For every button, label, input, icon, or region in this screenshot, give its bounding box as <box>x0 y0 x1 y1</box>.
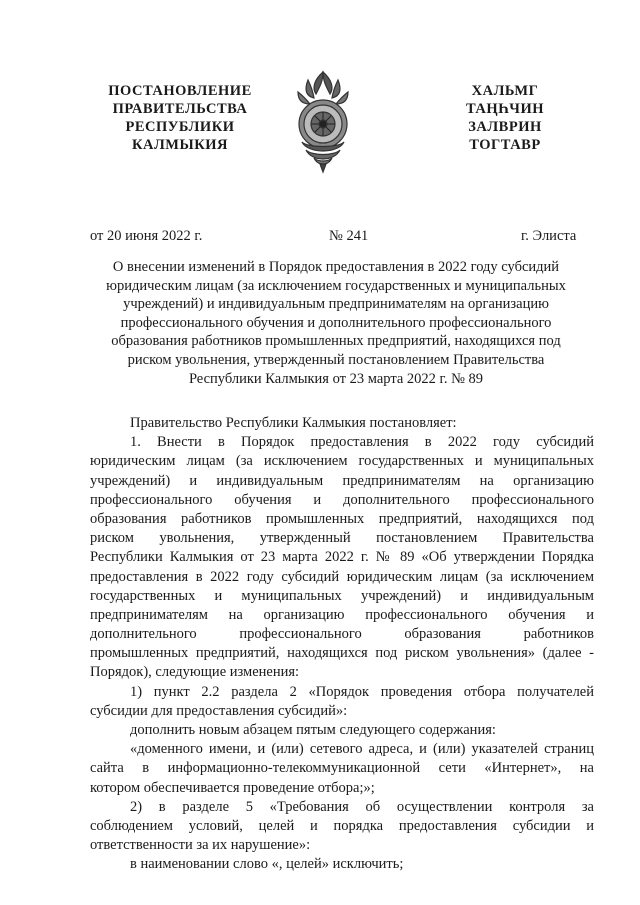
body-line: Правительство Республики Калмыкия постановляет: <box>130 415 457 431</box>
body-line: «доменного имени, и (или) сетевого адреса, и (или) указателей страниц <box>130 741 594 758</box>
body-line: предпринимателям на организацию профессионального обучения и <box>90 606 594 623</box>
header-left-line: РЕСПУБЛИКИ <box>125 119 235 135</box>
body-line: 1) пункт 2.2 раздела 2 «Порядок проведения отбора получателей <box>130 683 594 700</box>
body-line: дополнительного профессионального образования работников <box>90 626 594 643</box>
document-city: г. Элиста <box>521 228 577 244</box>
body-line: дополнить новым абзацем пятым следующего содержания: <box>130 722 496 738</box>
document-title <box>86 258 586 388</box>
title-line: О внесении изменений в Порядок предоставления в 2022 году субсидий <box>112 259 560 275</box>
body-line: Республики Калмыкия от 23 марта 2022 г. № 89 «Об утверждении Порядка <box>90 549 594 566</box>
body-line: профессионального обучения и дополнительного профессионального <box>90 491 594 508</box>
title-line: образования работников промышленных предприятий, находящихся под <box>111 333 561 350</box>
title-line: юридическим лицам (за исключением государственных и муниципальных <box>106 277 566 294</box>
body-line: ответственности за их нарушение»: <box>90 837 311 854</box>
header-right-line: ХАЛЬМГ <box>471 83 539 99</box>
header-left-title <box>95 82 265 154</box>
body-line: юридическим лицам (за исключением государственных и муниципальных <box>90 453 594 470</box>
title-line: Республики Калмыкия от 23 марта 2022 г. № 89 <box>188 370 484 387</box>
body-line: риском увольнения, утвержденный постановлением Правительства <box>90 530 594 547</box>
document-body <box>90 414 594 875</box>
header-left-line: ПРАВИТЕЛЬСТВА <box>112 101 248 117</box>
body-line: котором обеспечивается проведение отбора;»; <box>90 779 375 796</box>
body-line: образования работников промышленных предприятий, находящихся под <box>90 510 594 527</box>
body-line: соблюдением условий, целей и порядка предоставления субсидии и <box>90 817 594 834</box>
header-left-line: ПОСТАНОВЛЕНИЕ <box>108 83 252 99</box>
body-line: учреждений) и индивидуальным предпринимателям на организацию <box>90 472 594 489</box>
header-right-line: ТАҢҺЧИН <box>465 101 545 117</box>
title-line: риском увольнения, утвержденный постановлением Правительства <box>127 351 545 368</box>
body-line: 2) в разделе 5 «Требования об осуществлении контроля за <box>130 798 594 815</box>
header-right-line: ЗАЛВРИН <box>468 119 542 135</box>
body-line: в наименовании слово «, целей» исключить; <box>130 856 404 873</box>
body-line: 1. Внести в Порядок предоставления в 2022 году субсидий <box>130 434 594 451</box>
body-line: предоставления в 2022 году субсидий юридическим лицам (за исключением <box>90 568 594 585</box>
header-right-line: ТОГТАВР <box>469 137 541 153</box>
body-line: сайта в информационно-телекоммуникационной сети «Интернет», на <box>90 760 594 777</box>
body-line: субсидии для предоставления субсидий»: <box>90 702 348 719</box>
body-line: промышленных предприятий, находящихся под риском увольнения» (далее - <box>90 645 594 662</box>
coat-of-arms-kalmykia-icon <box>294 66 352 178</box>
title-line: учреждений) и индивидуальным предпринимателям на организацию <box>123 296 549 313</box>
document-number: № 241 <box>329 228 369 244</box>
header-right-title <box>455 82 555 154</box>
body-line: Порядок), следующие изменения: <box>90 664 300 681</box>
header-left-line: КАЛМЫКИЯ <box>132 137 228 153</box>
body-line: государственных и муниципальных учреждений) и индивидуальным <box>90 587 594 604</box>
document-date: от 20 июня 2022 г. <box>90 228 203 244</box>
title-line: профессионального обучения и дополнительного профессионального <box>120 314 552 331</box>
